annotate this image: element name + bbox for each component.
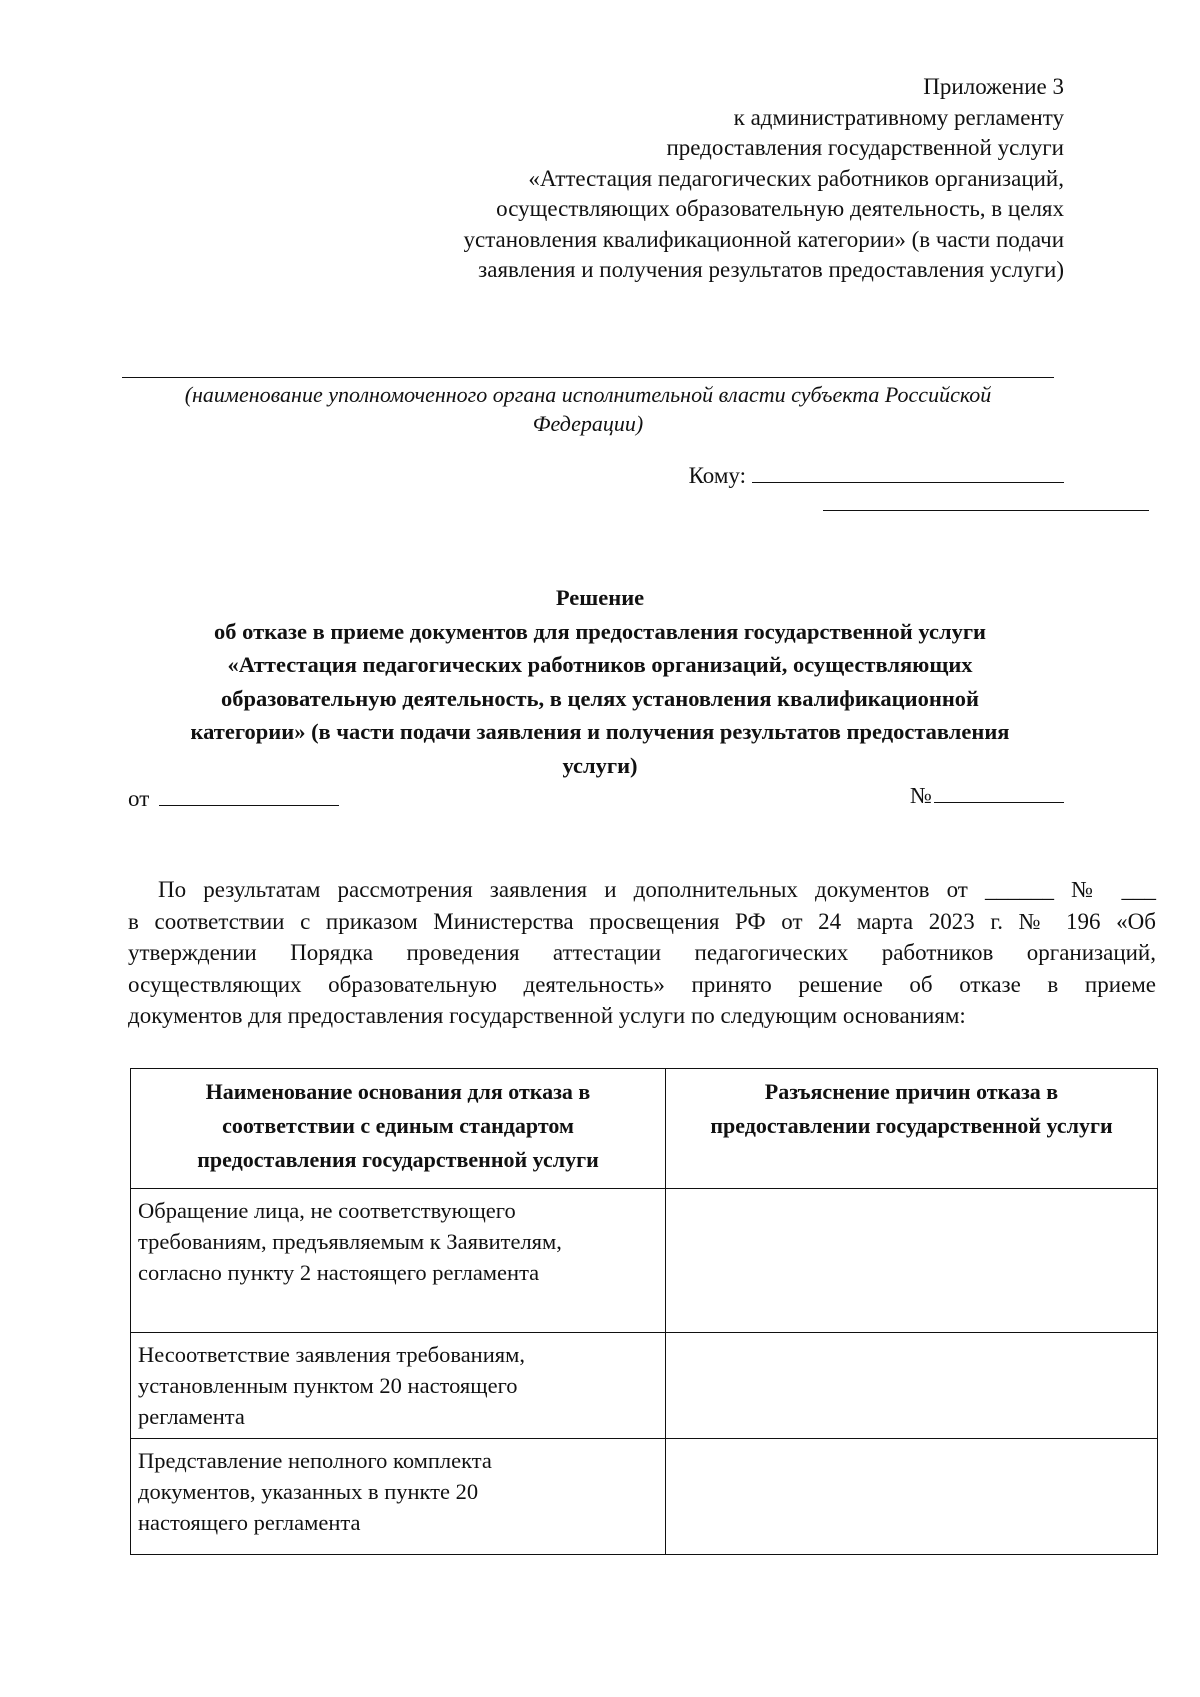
header-line: Наименование основания для отказа в [205, 1079, 591, 1104]
body-line: По результатам рассмотрения заявления и дополнительных документов от ______ № ___ [158, 877, 1156, 902]
header-line: Разъяснение причин отказа в [764, 1079, 1059, 1104]
appendix-line: предоставления государственной услуги [666, 135, 1064, 160]
decision-number-field [910, 782, 1064, 809]
table-header-row [131, 1069, 1158, 1189]
appendix-line: «Аттестация педагогических работников организаций, [528, 165, 1064, 191]
reason-line: Несоответствие заявления требованиям, [138, 1342, 525, 1367]
header-reason [131, 1069, 666, 1189]
body-line: документов для предоставления государственной услуги по следующим основаниям: [128, 1003, 966, 1028]
reason-line: документов, указанных в пункте 20 [138, 1479, 479, 1504]
header-line: предоставления государственной услуги [197, 1147, 599, 1172]
header-line: предоставлении государственной услуги [710, 1113, 1113, 1138]
title-line: «Аттестация педагогических работников организаций, осуществляющих [227, 652, 973, 677]
body-line: осуществляющих образовательную деятельность» принято решение об отказе в приеме [128, 971, 1156, 997]
reason-line: Представление неполного комплекта [138, 1448, 492, 1473]
decision-title [130, 581, 1070, 782]
reason-line: настоящего регламента [138, 1510, 361, 1535]
reason-cell [131, 1333, 666, 1439]
number-blank-line [934, 782, 1064, 803]
reason-line: требованиям, предъявляемым к Заявителям, [138, 1229, 562, 1254]
title-line: Решение [555, 585, 645, 610]
title-line: образовательную деятельность, в целях установления квалификационной [220, 685, 979, 711]
number-label: № [910, 783, 932, 808]
recipient-label: Кому: [688, 463, 746, 488]
table-row [131, 1333, 1158, 1439]
explanation-cell[interactable] [666, 1439, 1158, 1555]
reason-cell [131, 1439, 666, 1555]
body-line: в соответствии с приказом Министерства просвещения РФ от 24 марта 2023 г. № 196 «Об [128, 908, 1156, 934]
reason-line: регламента [138, 1404, 245, 1429]
appendix-line: Приложение 3 [923, 74, 1064, 99]
refusal-reasons-table [130, 1068, 1158, 1555]
table-row [131, 1439, 1158, 1555]
authority-caption-line: Федерации) [532, 411, 644, 436]
appendix-line: установления квалификационной категории» (в части подачи [463, 226, 1064, 252]
reason-line: согласно пункту 2 настоящего регламента [138, 1260, 540, 1285]
body-line: утверждении Порядка проведения аттестации педагогических работников организаций, [128, 940, 1156, 965]
reason-line: установленным пунктом 20 настоящего [138, 1373, 518, 1398]
header-explanation [666, 1069, 1158, 1189]
title-line: услуги) [562, 752, 638, 778]
title-line: категории» (в части подачи заявления и получения результатов предоставления [190, 719, 1010, 744]
appendix-line: к административному регламенту [733, 104, 1064, 130]
date-label: от [128, 786, 150, 811]
reason-line: Обращение лица, не соответствующего [138, 1198, 516, 1223]
table-row [131, 1189, 1158, 1333]
recipient-field [689, 462, 1064, 489]
explanation-cell[interactable] [666, 1333, 1158, 1439]
appendix-header [344, 72, 1064, 286]
recipient-blank-line [752, 462, 1064, 483]
appendix-line: заявления и получения результатов предоставления услуги) [478, 257, 1064, 282]
recipient-blank-line-2 [823, 510, 1149, 511]
decision-date-field [128, 785, 339, 812]
authority-caption-line: (наименование уполномоченного органа исполнительной власти субъекта Российской [184, 382, 992, 407]
title-line: об отказе в приеме документов для предоставления государственной услуги [214, 618, 986, 644]
header-line: соответствии с единым стандартом [222, 1113, 574, 1138]
authority-name-line [122, 377, 1054, 378]
authority-caption [122, 380, 1054, 438]
explanation-cell[interactable] [666, 1189, 1158, 1333]
body-paragraph [128, 874, 1156, 1032]
appendix-line: осуществляющих образовательную деятельность, в целях [496, 196, 1064, 221]
date-blank-line [159, 785, 339, 806]
reason-cell [131, 1189, 666, 1333]
